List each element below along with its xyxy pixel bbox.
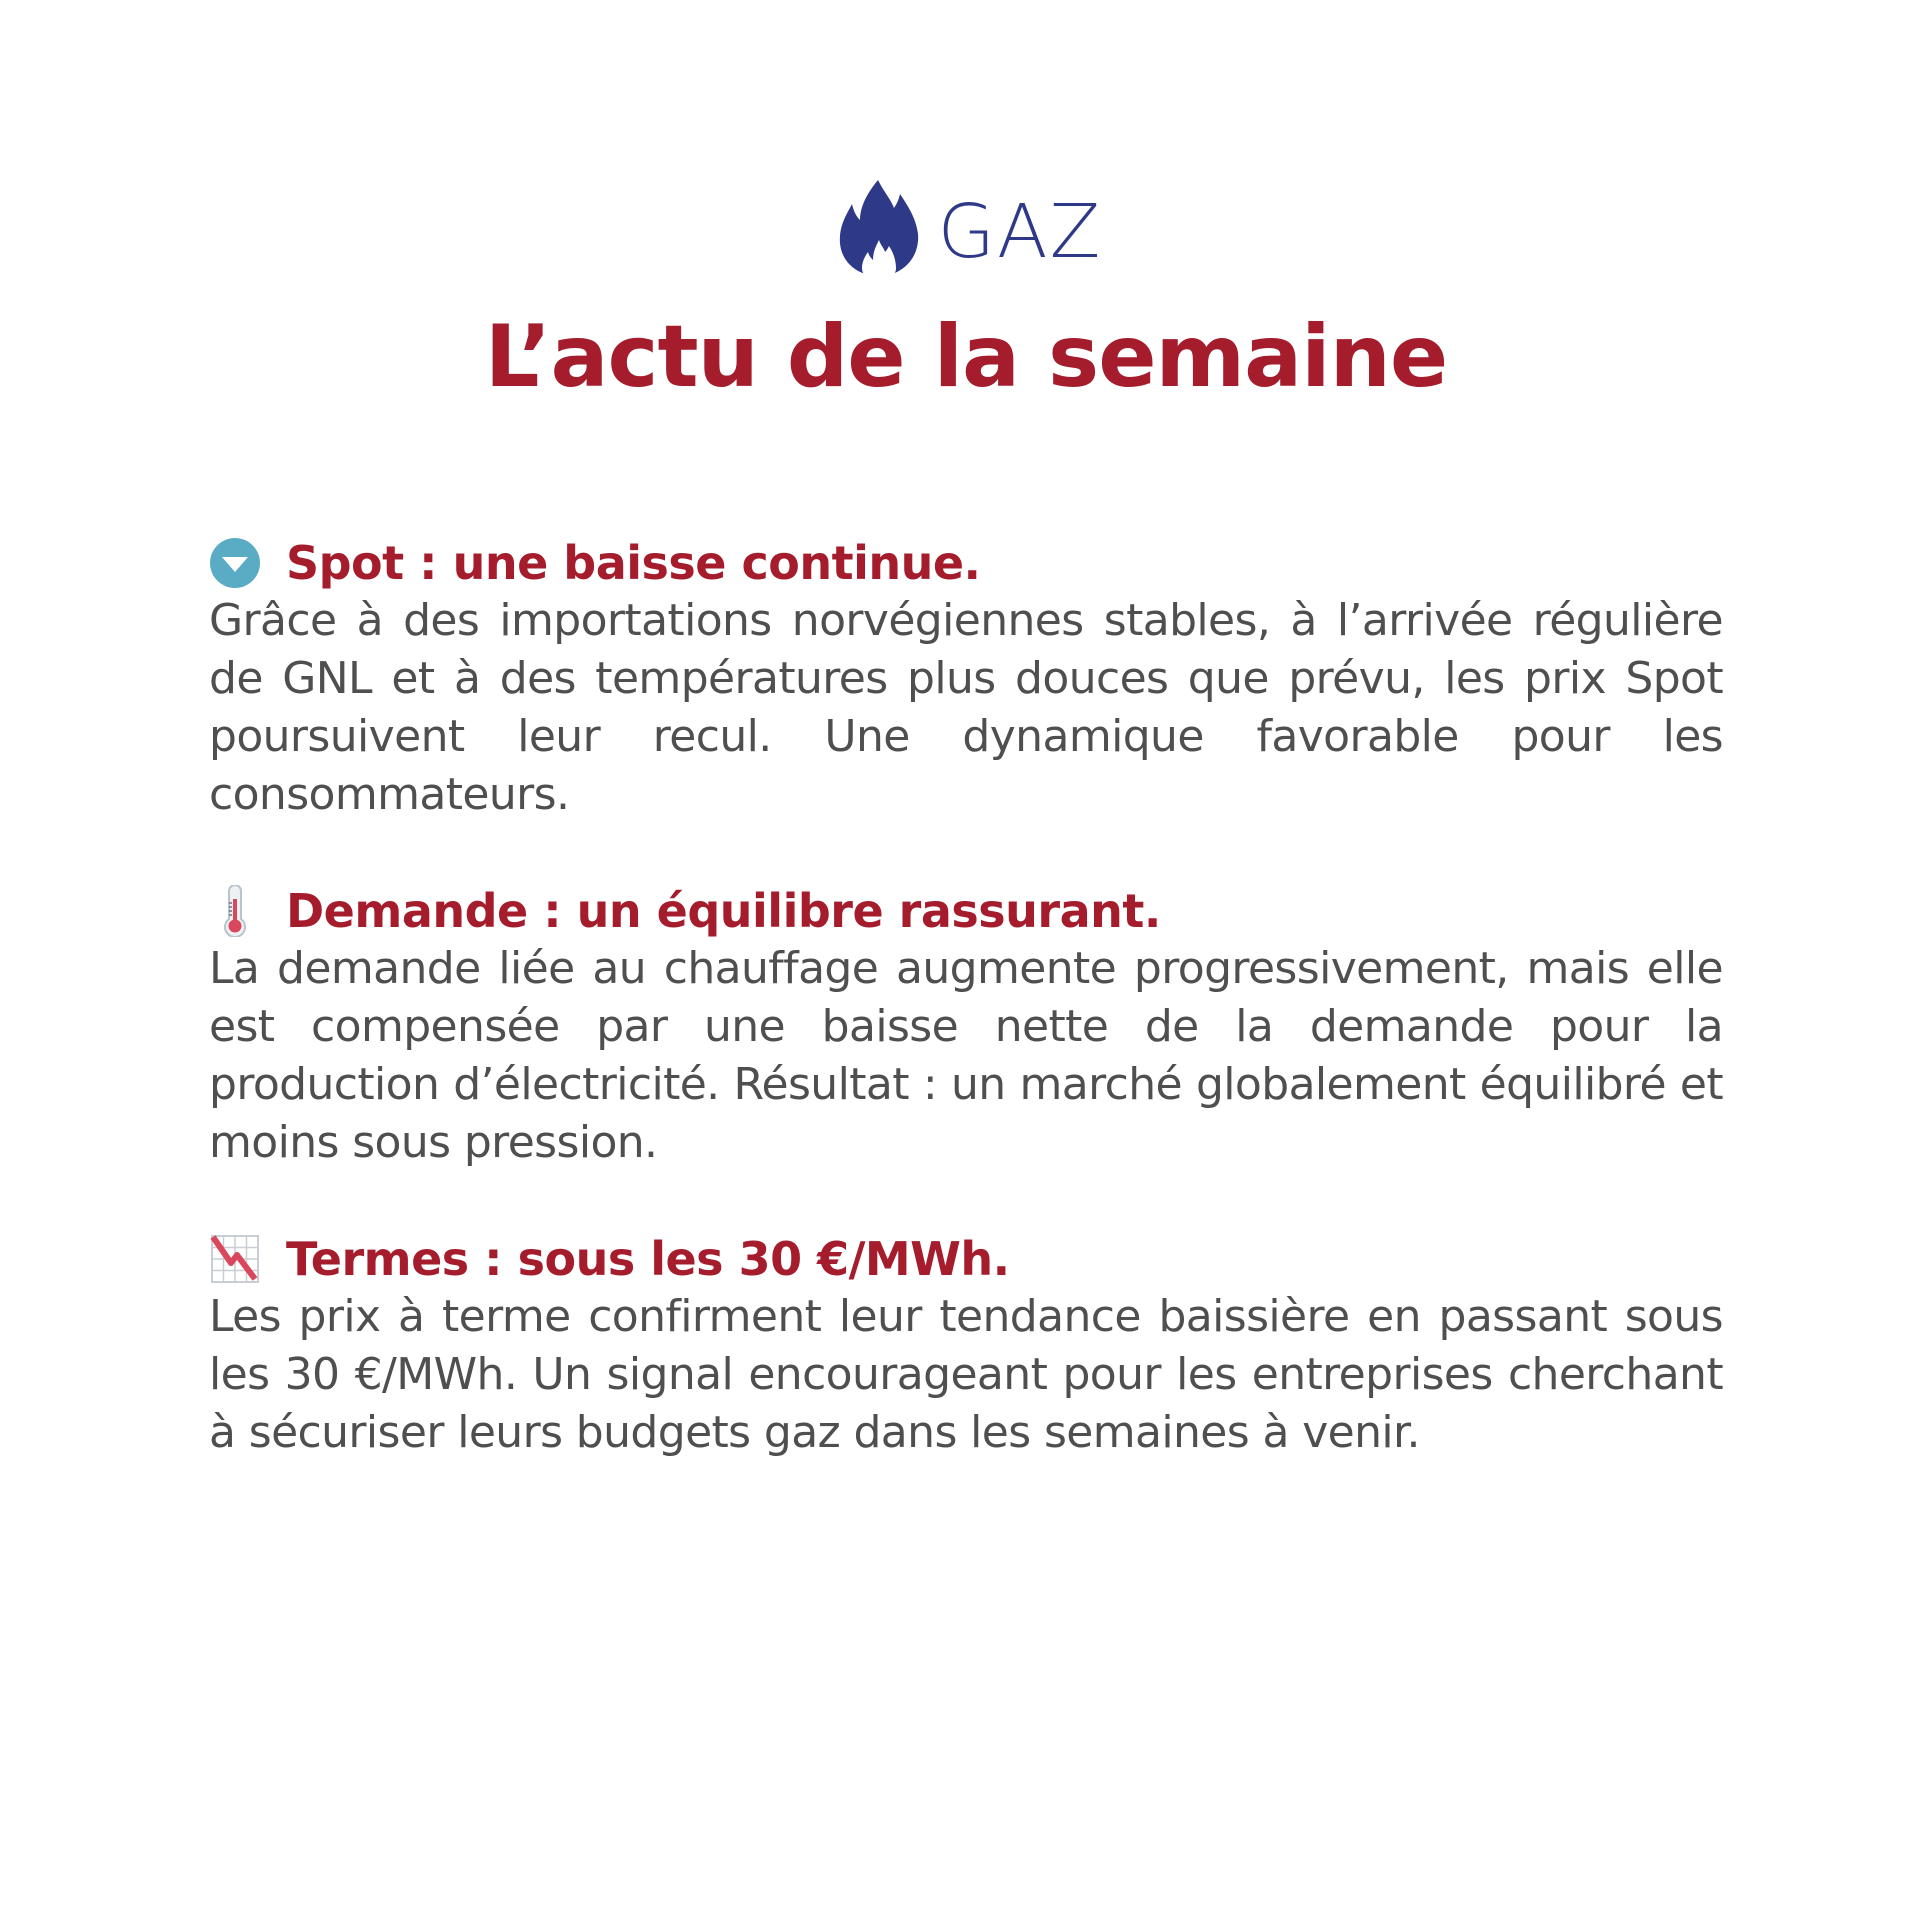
- section-title: Spot : une baisse continue.: [286, 536, 981, 590]
- section-spot: [209, 534, 1723, 824]
- section-body: Les prix à terme confirment leur tendance baissière en passant sous les 30 €/MWh. Un signal encourageant pour les entreprises cherchant à sécuriser leurs budgets gaz dans les semaines à venir.: [209, 1291, 1723, 1458]
- thermometer-icon: [209, 885, 261, 937]
- section-demande: [209, 882, 1723, 1172]
- section-title: Demande : un équilibre rassurant.: [286, 884, 1161, 938]
- news-content: [209, 534, 1723, 1520]
- page-title: L’actu de la semaine: [484, 307, 1448, 407]
- chart-decreasing-icon: [209, 1233, 261, 1285]
- flame-icon: [838, 178, 920, 278]
- category-label: GAZ: [937, 189, 1103, 275]
- section-heading: [209, 534, 1723, 592]
- section-title: Termes : sous les 30 €/MWh.: [286, 1232, 1010, 1286]
- section-heading: [209, 882, 1723, 940]
- section-body: La demande liée au chauffage augmente progressivement, mais elle est compensée par une baisse nette de la demande pour la production d’électricité. Résultat : un marché globalement équilibré et moins sous pression.: [209, 943, 1723, 1168]
- section-termes: [209, 1230, 1723, 1462]
- down-arrow-circle-icon: [209, 537, 261, 589]
- section-heading: [209, 1230, 1723, 1288]
- category-heading: [838, 178, 1103, 278]
- section-body: Grâce à des importations norvégiennes stables, à l’arrivée régulière de GNL et à des températures plus douces que prévu, les prix Spot poursuivent leur recul. Une dynamique favorable pour les consommateurs.: [209, 595, 1723, 820]
- header: [0, 178, 1920, 278]
